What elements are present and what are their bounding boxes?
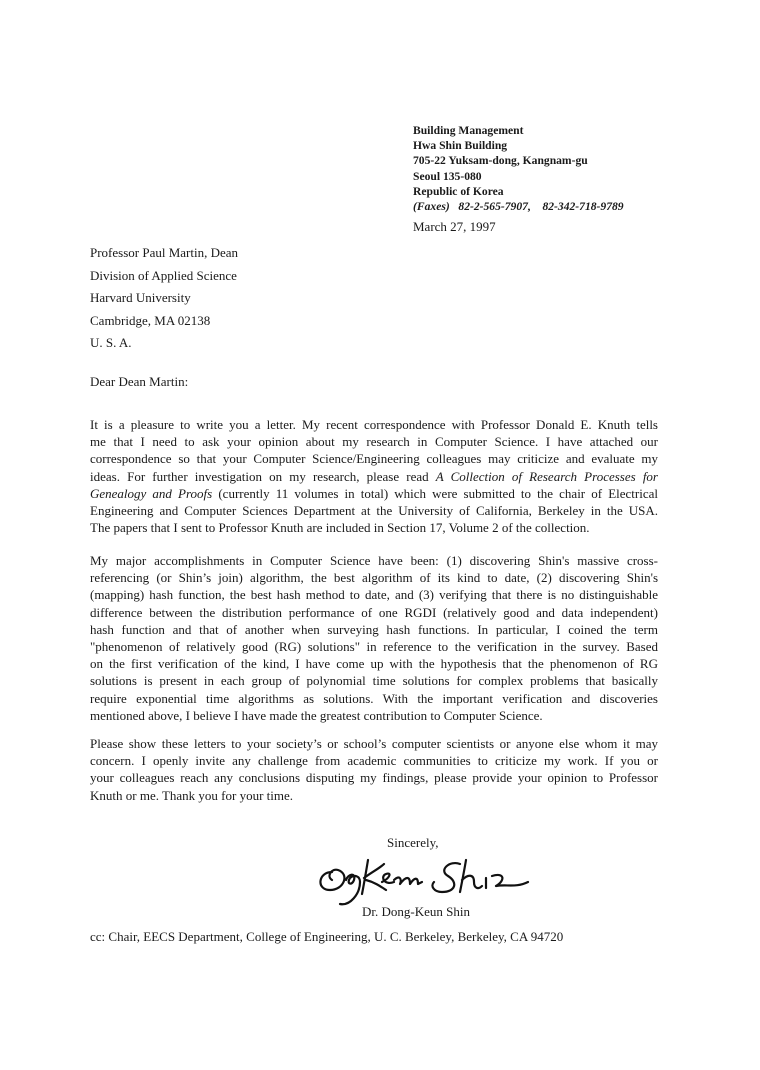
sender-organization: Building Management [413, 124, 524, 137]
paragraph-line: correspondence so that your Computer Science/Engineering colleagues may criticize and evaluate my [90, 451, 658, 467]
recipient-division: Division of Applied Science [90, 267, 237, 283]
paragraph-line: (mapping) hash function, the best hash method to date, and (3) verifying that there is no distinguishable [90, 587, 658, 603]
paragraph-line: The papers that I sent to Professor Knuth are included in Section 17, Volume 2 of the collection. [90, 520, 590, 536]
book-title: A Collection of Research Processes for [435, 468, 658, 484]
sender-country: Republic of Korea [413, 184, 504, 198]
sender-faxes: (Faxes) 82-2-565-7907, 82-342-718-9789 [413, 200, 624, 214]
salutation: Dear Dean Martin: [90, 374, 189, 389]
paragraph-line: referencing (or Shin’s join) algorithm, the best algorithm of its kind to date, (2) discovering Shin's [90, 570, 658, 586]
paragraph-line: Please show these letters to your society’s or school’s computer scientists or anyone else whom it may [90, 736, 658, 751]
paragraph-line: difference between the distribution performance of one RGDI (relatively good and data independent) [90, 604, 658, 620]
paragraph-line: My major accomplishments in Computer Science have been: (1) discovering Shin's massive cross- [90, 553, 658, 568]
recipient-university: Harvard University [90, 290, 191, 305]
paragraph-2 [90, 552, 658, 724]
paragraph-1 [90, 416, 658, 536]
paragraph-line: It is a pleasure to write you a letter. My recent correspondence with Professor Donald E. Knuth tells [90, 417, 658, 432]
paragraph-line: on the first verification of the kind, I have come up with the hypothesis that the phenomenon of RG [90, 656, 658, 672]
paragraph-text: (currently 11 volumes in total) which were submitted to the chair of Electrical [212, 485, 658, 501]
paragraph-line: Knuth or me. Thank you for your time. [90, 787, 294, 803]
sender-building: Hwa Shin Building [413, 139, 508, 153]
sender-address [413, 123, 624, 214]
recipient-name: Professor Paul Martin, Dean [90, 245, 239, 260]
letter-date: March 27, 1997 [413, 219, 496, 234]
paragraph-line: require exponential time algorithms as solutions. With the important verification and discoveries [90, 690, 658, 706]
recipient-address [90, 242, 238, 355]
paragraph-line [90, 485, 658, 502]
closing: Sincerely, [387, 835, 439, 850]
paragraph-line: hash function and that of another when surveying hash functions. In particular, I coined the term [90, 621, 658, 637]
book-title: Genealogy and Proofs [90, 485, 213, 501]
recipient-country: U. S. A. [90, 335, 132, 350]
sender-city: Seoul 135-080 [413, 169, 482, 183]
paragraph-3 [90, 735, 658, 804]
recipient-city: Cambridge, MA 02138 [90, 312, 211, 328]
paragraph-line: Engineering and Computer Sciences Department at the University of California, Berkeley in the USA. [90, 503, 658, 519]
cc-line: cc: Chair, EECS Department, College of Engineering, U. C. Berkeley, Berkeley, CA 94720 [90, 929, 564, 944]
paragraph-line: mentioned above, I believe I have made the greatest contribution to Computer Science. [90, 707, 543, 723]
signer-name: Dr. Dong-Keun Shin [362, 904, 470, 919]
handwritten-signature [310, 850, 560, 910]
paragraph-line [90, 468, 658, 485]
sender-street: 705-22 Yuksam-dong, Kangnam-gu [413, 154, 588, 168]
paragraph-line: your colleagues reach any conclusions disputing my findings, please provide your opinion to Professor [90, 770, 658, 786]
paragraph-line: me that I need to ask your opinion about my research in Computer Science. I have attached our [90, 434, 658, 450]
paragraph-line: concern. I openly invite any challenge from academic communities to criticize my work. If you or [90, 753, 658, 769]
paragraph-text: ideas. For further investigation on my research, please read [90, 468, 436, 484]
paragraph-line: "phenomenon of relatively good (RG) solutions" in reference to the verification in the survey. Based [90, 639, 658, 655]
paragraph-line: solutions is present in each group of polynomial time solutions for complex problems that basically [90, 673, 658, 689]
